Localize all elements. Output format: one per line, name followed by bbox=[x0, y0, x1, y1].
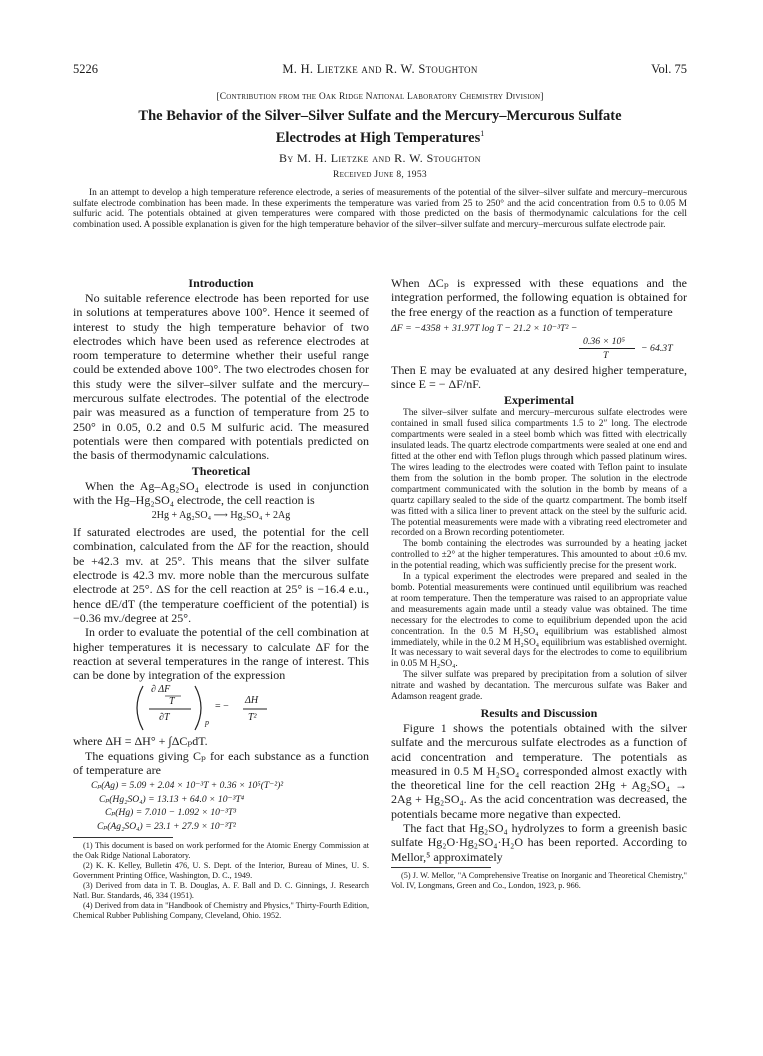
cp-equations bbox=[73, 779, 369, 833]
footnote-1: (1) This document is based on work performed for the Atomic Energy Commission at the Oak Ridge National Laboratory. bbox=[73, 841, 369, 861]
free-energy-line-1: ΔF = −4358 + 31.97T log T − 21.2 × 10⁻³T² − bbox=[391, 322, 578, 334]
results-text-1: Figure 1 shows the potentials obtained with the silver sulfate and the mercurous sulfate electrodes as a function of acid concentration and temperature. The potentials as measured in 0.5 M H₂SO₄ corresponded almost exactly with the theoretical line for the cell reaction 2Hg + Ag₂SO₄ → 2Ag + Hg₂SO₄. As the acid concentration was decreased, the potentials became more negative than expected. bbox=[391, 720, 687, 821]
free-energy-frac-num: 0.36 × 10⁵ bbox=[583, 335, 625, 347]
gh-rhs-denominator: T² bbox=[248, 712, 257, 724]
footnote-rule bbox=[73, 837, 173, 838]
cp-equation: Cₚ(Hg) = 7.010 − 1.092 × 10⁻³T³ bbox=[105, 807, 237, 819]
gh-numerator: ∂ ΔF bbox=[151, 684, 171, 696]
page-number: 5226 bbox=[73, 62, 98, 76]
gh-subscript: p bbox=[205, 718, 209, 728]
running-head bbox=[73, 62, 687, 78]
byline: By M. H. Lietzke and R. W. Stoughton bbox=[278, 151, 481, 165]
article-title bbox=[73, 108, 687, 147]
contribution-line: [Contribution from the Oak Ridge National Laboratory Chemistry Division] bbox=[216, 92, 544, 102]
footnote-2: (2) K. K. Kelley, Bulletin 476, U. S. Dept. of the Interior, Bureau of Mines, U. S. Government Printing Office, Washington, D. C., 1949. bbox=[73, 861, 369, 881]
gh-equals: = − bbox=[215, 701, 229, 713]
footnote-5: (5) J. W. Mellor, "A Comprehensive Treatise on Inorganic and Theoretical Chemistry," Vol. IV, Longmans, Green and Co., London, 1923, p. 966. bbox=[391, 870, 687, 890]
theoretical-heading: Theoretical bbox=[191, 463, 251, 478]
experimental-text-4: The silver sulfate was prepared by precipitation from a solution of silver nitrate and washed by decantation. The mercurous sulfate was Baker and Adamson reagent grade. bbox=[391, 670, 687, 703]
right-column bbox=[391, 276, 687, 891]
continuation-text-1: When ΔCₚ is expressed with these equations and the integration performed, the following equation is obtained for the free energy of the reaction as a function of temperature bbox=[391, 276, 687, 319]
free-energy-equation bbox=[391, 322, 687, 361]
cp-equation: Cₚ(Ag₂SO₄) = 23.1 + 27.9 × 10⁻³T² bbox=[97, 820, 236, 832]
gh-rhs-numerator: ΔH bbox=[245, 695, 259, 707]
title-line-2: Electrodes at High Temperatures$^1$ bbox=[275, 129, 485, 146]
results-heading: Results and Discussion bbox=[480, 705, 598, 720]
theoretical-text-2: If saturated electrodes are used, the potential for the cell combination, calculated from the ΔF for the reaction, should be +42.3 mv. at 25°. This means that the silver sulfate electrode is 42.3 mv. more noble than the mercurous sulfate electrode at 25°. ΔS for the cell reaction at 25° is −16.4 e.u., hence dE/dT (the temperature coefficient of the potential) is −0.36 mv./degree at 25°. bbox=[73, 525, 369, 625]
gibbs-helmholtz-equation bbox=[73, 682, 369, 734]
footnote-3: (3) Derived from data in T. B. Douglas, A. F. Ball and D. C. Ginnings, J. Research Natl. Bur. Standards, 46, 334 (1951). bbox=[73, 881, 369, 901]
received-date: Received June 8, 1953 bbox=[333, 170, 427, 180]
theoretical-text-1: When the Ag–Ag₂SO₄ electrode is used in conjunction with the Hg–Hg₂SO₄ electrode, the cell reaction is bbox=[73, 478, 369, 507]
footnote-4: (4) Derived from data in "Handbook of Chemistry and Physics," Thirty-Fourth Edition, Chemical Rubber Publishing Company, Cleveland, Ohio. 1952. bbox=[73, 901, 370, 921]
gh-denominator: ∂T bbox=[159, 712, 170, 724]
experimental-text-1: The silver–silver sulfate and mercury–mercurous sulfate electrodes were contained in small fused silica compartments 1.5 to 2″ long. The electrode compartments were sealed in a steel bomb which was fitted with electrically insulated leads. The quartz electrode compartments were sealed at one end and fitted at the other end with Teflon plugs through which passed platinum wires. The wires leading to the electrodes were coated with Teflon paint to insulate them from the solution in the bomb proper. The solution in the electrode compartment communicated with the solution in the bomb by means of a quartz capillary sealed to the side of the quartz compartment. The bomb itself was fitted with a silica liner to prevent attack on the steel by the sulfuric acid. The potential measurements were made with a vibrating reed electrometer and recorded on a Brown recording potentiometer. bbox=[391, 408, 687, 539]
cell-reaction-equation: 2Hg + Ag₂SO₄ ⟶ Hg₂SO₄ + 2Ag bbox=[151, 510, 291, 522]
cp-intro: The equations giving Cₚ for each substance as a function of temperature are bbox=[73, 748, 369, 778]
free-energy-tail: − 64.3T bbox=[641, 342, 673, 354]
continuation-text-2: Then E may be evaluated at any desired higher temperature, since E = − ΔF/nF. bbox=[391, 362, 687, 392]
results-text-2: The fact that Hg₂SO₄ hydrolyzes to form a greenish basic sulfate Hg₂O·Hg₂SO₄·H₂O has been reported. According to Mellor,⁵ approximately bbox=[391, 821, 687, 864]
where-clause: where ΔH = ΔH° + ∫ΔCₚdT. bbox=[73, 734, 208, 749]
cp-equation: Cₚ(Hg₂SO₄) = 13.13 + 64.0 × 10⁻³T⁴ bbox=[99, 793, 245, 805]
footnote-rule bbox=[391, 867, 491, 868]
experimental-heading: Experimental bbox=[504, 393, 574, 408]
title-line-1: The Behavior of the Silver–Silver Sulfate and the Mercury–Mercurous Sulfate bbox=[138, 108, 622, 124]
gh-numerator-T: T bbox=[169, 696, 175, 708]
theoretical-text-3: In order to evaluate the potential of the cell combination at higher temperatures it is necessary to calculate ΔF for the reaction at several temperatures in the range of interest. This can be done by integration of the expression bbox=[73, 625, 369, 683]
introduction-heading: Introduction bbox=[188, 276, 254, 290]
experimental-text-2: The bomb containing the electrodes was surrounded by a heating jacket controlled to ±2° at the higher temperatures. This amounted to about ±0.6 mv. in the potential reading, which was sufficiently precise for the present work. bbox=[391, 539, 687, 572]
abstract: In an attempt to develop a high temperature reference electrode, a series of measurements of the potential of the silver–silver sulfate and mercury–mercurous sulfate electrode combination has been made. In these experiments the temperature was varied from 25 to 250° and the acid concentration from 0.5 to 0.05 M sulfuric acid. The potentials obtained at given temperatures were compared with those predicted on the basis of thermodynamic calculations for the cell combination used. A possible explanation is given for the high temperature behavior of the silver–silver sulfate and mercury–mercurous sulfate electrode pair. bbox=[73, 188, 687, 230]
running-head-authors: M. H. Lietzke and R. W. Stoughton bbox=[282, 62, 478, 76]
free-energy-frac-den: T bbox=[603, 349, 609, 361]
experimental-text-3: In a typical experiment the electrodes were prepared and sealed in the bomb. Potential measurements were continued until equilibrium was reached at room temperature. Then the temperature was raised to an appropriate value and measurements again made until a steady value was obtained. The time necessary for the electrodes to come to equilibrium depended upon the acid concentration. In the 0.5 M H₂SO₄ equilibrium was established almost immediately, while in the 0.2 M H₂SO₄ equilibrium was established overnight. It was necessary to wait several days for the electrodes to come to equilibrium in 0.05 M H₂SO₄. bbox=[391, 572, 687, 670]
free-energy-line-2 bbox=[391, 335, 687, 361]
volume-label: Vol. 75 bbox=[651, 62, 687, 76]
cp-equation: Cₚ(Ag) = 5.09 + 2.04 × 10⁻³T + 0.36 × 10⁵(T⁻²)² bbox=[91, 780, 284, 792]
introduction-text: No suitable reference electrode has been reported for use in solutions at temperatures above 100°. Hence it seemed of interest to study the high temperature behavior of two electrodes which have been used as reference electrodes at room temperature to determine whether their useful range could be extended above 100°. The two electrodes chosen for this study were the silver–silver sulfate and the mercury–mercurous sulfate electrodes. The potential of the electrode pair was measured as a function of temperature from 25 to 250° in 0.05, 0.2 and 0.5 M sulfuric acid. The measured potentials were then compared with potentials predicted on the basis of thermodynamic calculations. bbox=[73, 291, 369, 463]
left-column bbox=[73, 276, 369, 921]
